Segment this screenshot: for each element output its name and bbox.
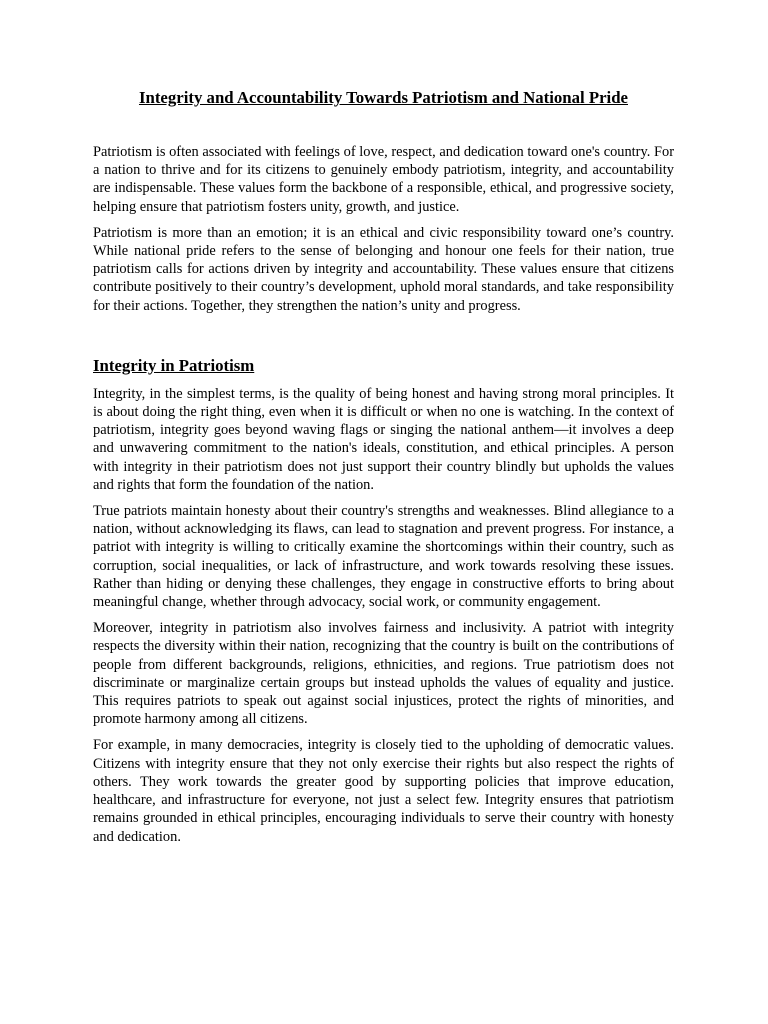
document-title: Integrity and Accountability Towards Patriotism and National Pride: [138, 88, 628, 107]
section-paragraph-3: Moreover, integrity in patriotism also involves fairness and inclusivity. A patriot with integrity respects the diversity within their nation, recognizing that the country is built on the contributions of people from different backgrounds, religions, ethnicities, and regions. True patriotism does not discriminate or marginalize certain groups but instead upholds the values of equality and justice. This requires patriots to speak out against social injustices, protect the rights of minorities, and promote harmony among all citizens.: [93, 620, 674, 728]
intro-paragraph-1: Patriotism is often associated with feelings of love, respect, and dedication toward one's country. For a nation to thrive and for its citizens to genuinely embody patriotism, integrity, and accountability are indispensable. These values form the backbone of a responsible, ethical, and progressive society, helping ensure that patriotism fosters unity, growth, and justice.: [93, 144, 674, 215]
section-heading: Integrity in Patriotism: [93, 355, 255, 375]
intro-paragraph-2: Patriotism is more than an emotion; it is an ethical and civic responsibility toward one’s country. While national pride refers to the sense of belonging and honour one feels for their nation, true patriotism calls for actions driven by integrity and accountability. These values ensure that citizens contribute positively to their country’s development, uphold moral standards, and take responsibility for their actions. Together, they strengthen the nation’s unity and progress.: [93, 224, 674, 314]
section-paragraph-4: For example, in many democracies, integrity is closely tied to the upholding of democratic values. Citizens with integrity ensure that they not only exercise their rights but also respect the rights of others. They work towards the greater good by supporting policies that improve education, healthcare, and infrastructure for everyone, not just a select few. Integrity ensures that patriotism remains grounded in ethical principles, encouraging individuals to serve their country with honesty and dedication.: [93, 737, 674, 845]
intro-section: [93, 143, 674, 315]
section-paragraph-2: True patriots maintain honesty about their country's strengths and weaknesses. Blind allegiance to a nation, without acknowledging its flaws, can lead to stagnation and prevent progress. For instance, a patriot with integrity is willing to critically examine the shortcomings within their country, such as corruption, social inequalities, or lack of infrastructure, and work towards resolving these issues. Rather than hiding or denying these challenges, they engage in constructive efforts to bring about meaningful change, whether through advocacy, social work, or community engagement.: [93, 503, 674, 611]
document-page: [93, 86, 674, 854]
integrity-section: [93, 355, 674, 846]
section-paragraph-1: Integrity, in the simplest terms, is the quality of being honest and having strong moral principles. It is about doing the right thing, even when it is difficult or when no one is watching. In the context of patriotism, integrity goes beyond waving flags or singing the national anthem—it involves a deep and unwavering commitment to the nation's ideals, constitution, and ethical principles. A person with integrity in their patriotism does not just support their country blindly but upholds the values and rights that form the foundation of the nation.: [93, 385, 674, 493]
